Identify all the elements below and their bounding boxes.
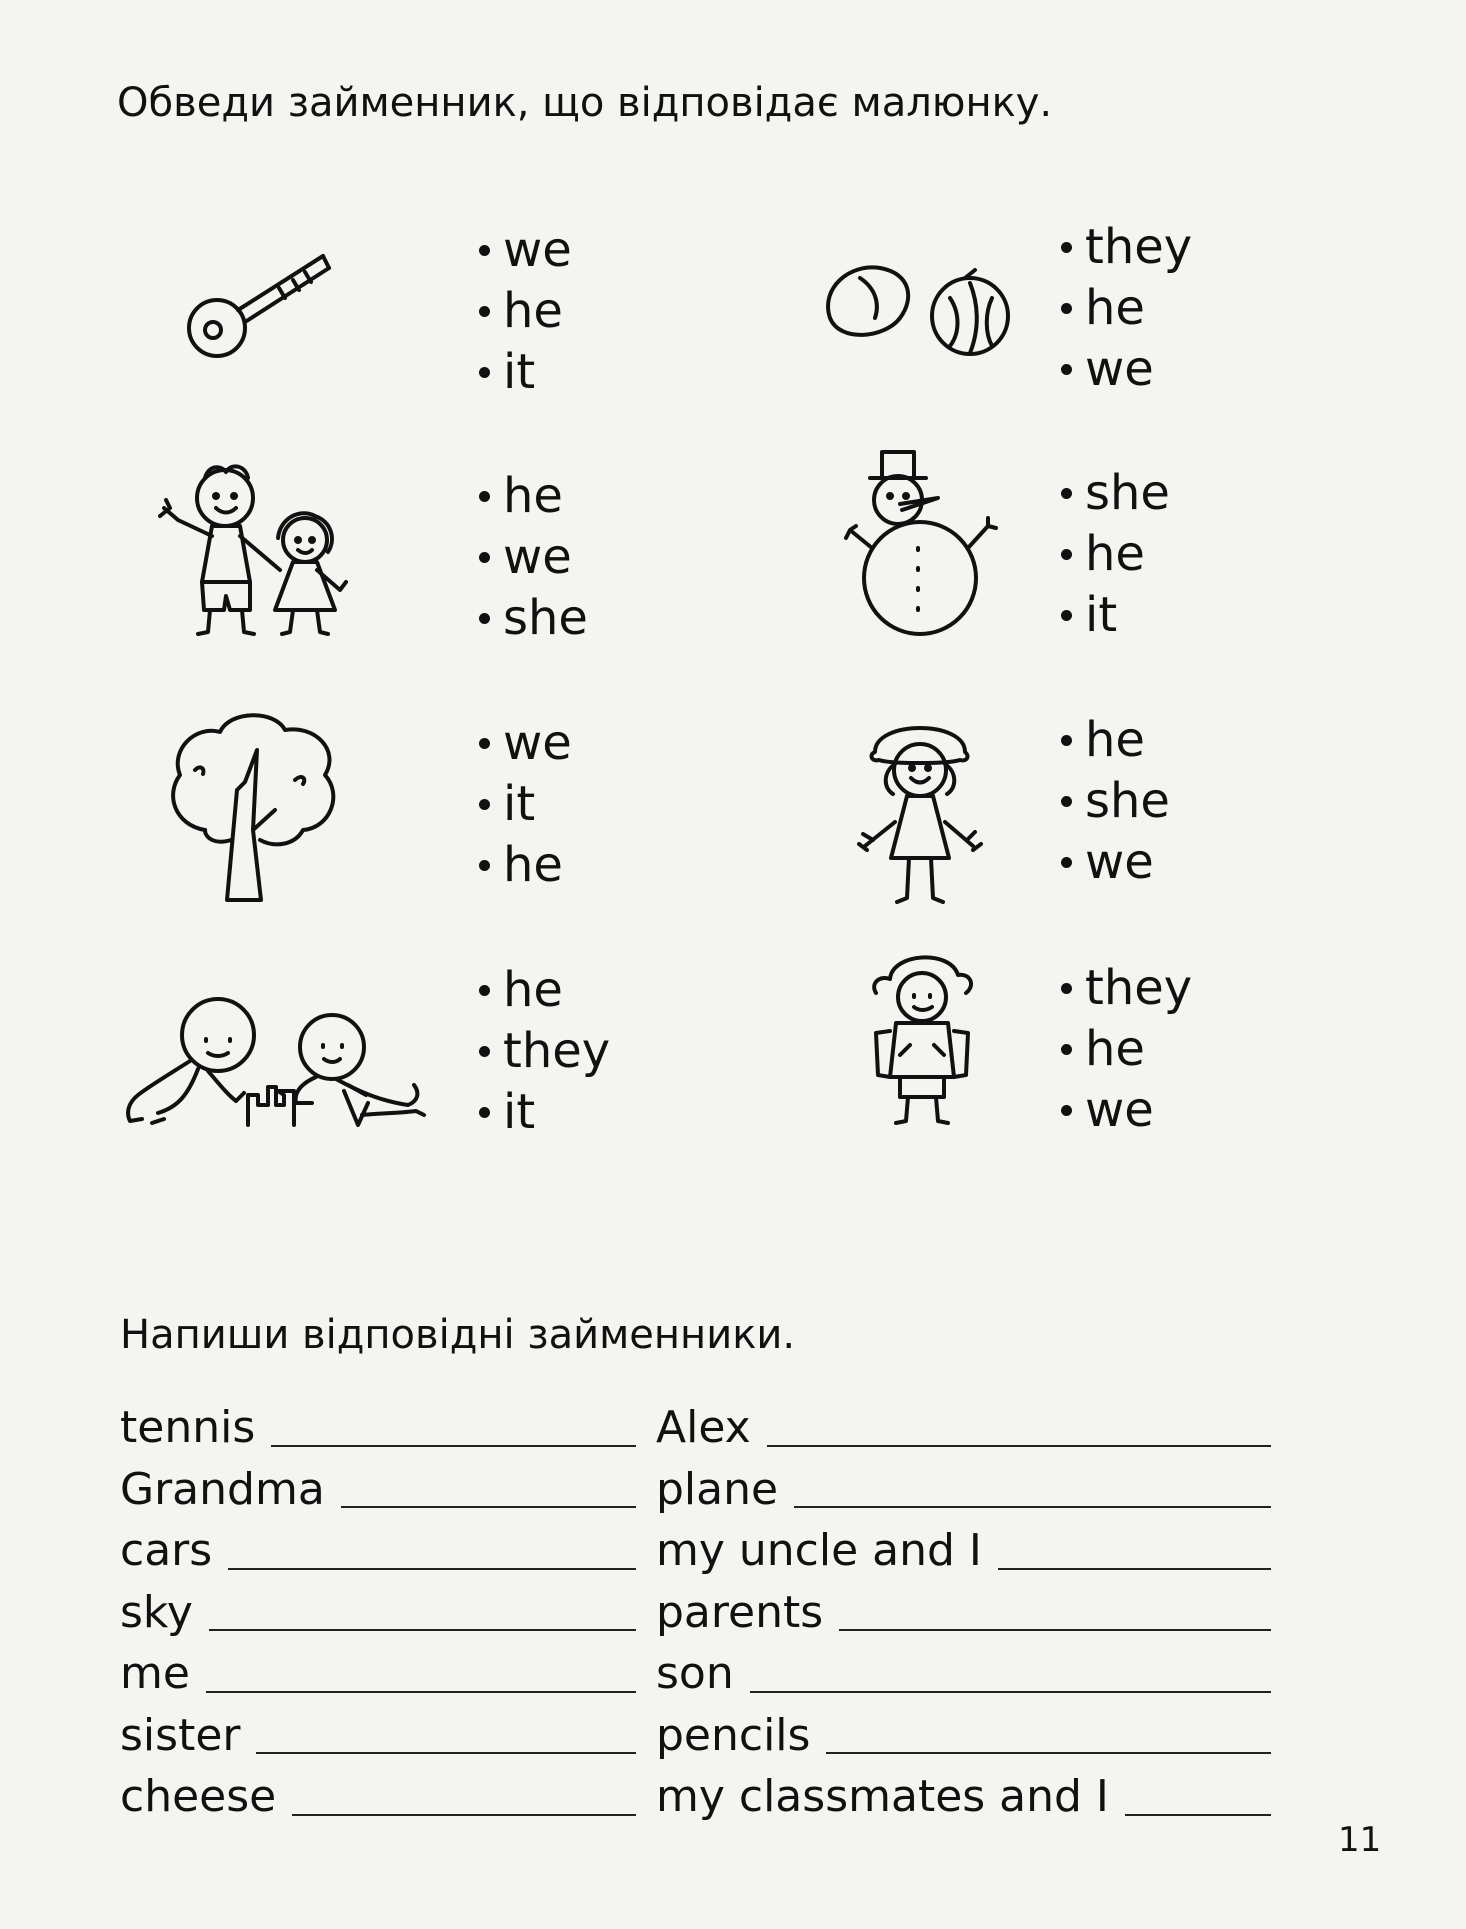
option[interactable] [479,960,610,1021]
answer-line[interactable] [209,1629,636,1631]
option-text: he [503,468,563,524]
options-two-children [479,960,610,1143]
word: son [656,1648,734,1699]
two-children-icon [118,995,430,1135]
bullet [479,985,490,996]
bullet [1061,983,1072,994]
option[interactable] [1061,1019,1192,1080]
bullet [479,245,490,256]
options-schoolboy [1061,958,1192,1141]
answer-row [656,1643,1271,1705]
options-key [479,220,572,403]
option-text: we [1085,834,1154,890]
option[interactable] [1061,524,1170,585]
option-text: she [1085,773,1170,829]
bullet [1061,735,1072,746]
answer-row [656,1520,1271,1582]
answer-row [656,1766,1271,1828]
nuts-icon [820,258,1020,358]
option[interactable] [1061,958,1192,1019]
bullet [479,367,490,378]
answer-row [120,1766,636,1828]
word: my classmates and I [656,1771,1109,1822]
options-boy-and-girl [479,466,588,649]
bullet [479,1107,490,1118]
word: parents [656,1586,824,1638]
answer-line[interactable] [839,1629,1271,1631]
option[interactable] [1061,1080,1192,1141]
option[interactable] [479,527,588,588]
word: tennis [120,1402,256,1453]
option[interactable] [1061,463,1170,524]
bullet [1061,303,1072,314]
bullet [1061,857,1072,868]
option-text: he [1085,712,1145,768]
option-text: they [1085,219,1193,275]
bullet [479,799,490,810]
option-text: they [1085,960,1193,1016]
option-text: she [1085,465,1170,521]
bullet [479,491,490,502]
option[interactable] [1061,339,1192,400]
bullet [1061,610,1072,621]
key-icon [183,240,333,365]
boy-and-girl-icon [150,460,350,640]
task2-title: Напиши відповідні займенники. [120,1312,796,1358]
bullet [1061,364,1072,375]
options-snowman [1061,463,1170,646]
bullet [1061,488,1072,499]
option[interactable] [479,281,572,342]
option[interactable] [479,342,572,403]
answer-row [120,1705,636,1767]
option[interactable] [1061,710,1170,771]
answer-row [120,1582,636,1644]
option-text: we [503,222,572,278]
option[interactable] [1061,217,1192,278]
option[interactable] [479,220,572,281]
word: Alex [656,1402,751,1453]
word: Grandma [120,1463,325,1515]
answer-row [656,1705,1271,1767]
word: my uncle and I [656,1525,982,1576]
option-text: it [503,344,536,400]
task1-title: Обведи займенник, що відповідає малюнку. [117,80,1053,126]
answer-row [120,1520,636,1582]
option-text: he [1085,1021,1145,1077]
word: me [120,1648,190,1699]
word: sister [120,1709,241,1761]
answer-line[interactable] [794,1506,1271,1508]
bullet [1061,549,1072,560]
answer-line[interactable] [228,1568,636,1570]
word: sky [120,1586,193,1638]
word: plane [656,1463,779,1515]
option-text: it [1085,587,1118,643]
answer-row [656,1397,1271,1459]
option[interactable] [1061,278,1192,339]
bullet [1061,1044,1072,1055]
answers-left-column [120,1397,636,1828]
option[interactable] [1061,832,1170,893]
option-text: he [503,283,563,339]
answer-row [120,1643,636,1705]
bullet [1061,796,1072,807]
answer-line[interactable] [271,1445,636,1447]
option[interactable] [479,466,588,527]
answer-row [656,1582,1271,1644]
option-text: it [503,776,536,832]
answer-line[interactable] [256,1752,636,1754]
tree-icon [165,710,345,910]
word: pencils [656,1709,811,1761]
options-tree [479,713,572,896]
answer-line[interactable] [1125,1814,1271,1816]
option-text: she [503,590,588,646]
option-text: we [503,529,572,585]
bullet [479,1046,490,1057]
snowman-icon [842,448,1002,638]
option-text: he [503,837,563,893]
options-nuts [1061,217,1192,400]
schoolboy-icon [870,945,980,1130]
answer-line[interactable] [206,1691,636,1693]
option-text: he [1085,280,1145,336]
word: cheese [120,1771,277,1822]
option-text: we [1085,1082,1154,1138]
word: cars [120,1525,213,1576]
page-number: 11 [1338,1820,1382,1860]
option-text: it [503,1084,536,1140]
girl-icon [855,712,985,912]
answer-line[interactable] [750,1691,1271,1693]
bullet [479,613,490,624]
option[interactable] [1061,771,1170,832]
option[interactable] [1061,585,1170,646]
option[interactable] [479,1082,610,1143]
option-text: they [503,1023,611,1079]
bullet [1061,1105,1072,1116]
bullet [479,552,490,563]
option-text: he [1085,526,1145,582]
answers-right-column [656,1397,1271,1828]
bullet [479,306,490,317]
answer-row [656,1459,1271,1521]
option[interactable] [479,774,572,835]
answer-row [120,1459,636,1521]
answer-line[interactable] [292,1814,636,1816]
option[interactable] [479,1021,610,1082]
option[interactable] [479,835,572,896]
options-girl [1061,710,1170,893]
answer-line[interactable] [767,1445,1271,1447]
option-text: he [503,962,563,1018]
bullet [1061,242,1072,253]
answer-row [120,1397,636,1459]
answer-line[interactable] [826,1752,1271,1754]
option[interactable] [479,588,588,649]
option-text: we [503,715,572,771]
option-text: we [1085,341,1154,397]
answer-line[interactable] [998,1568,1271,1570]
answer-line[interactable] [341,1506,636,1508]
bullet [479,860,490,871]
bullet [479,738,490,749]
option[interactable] [479,713,572,774]
